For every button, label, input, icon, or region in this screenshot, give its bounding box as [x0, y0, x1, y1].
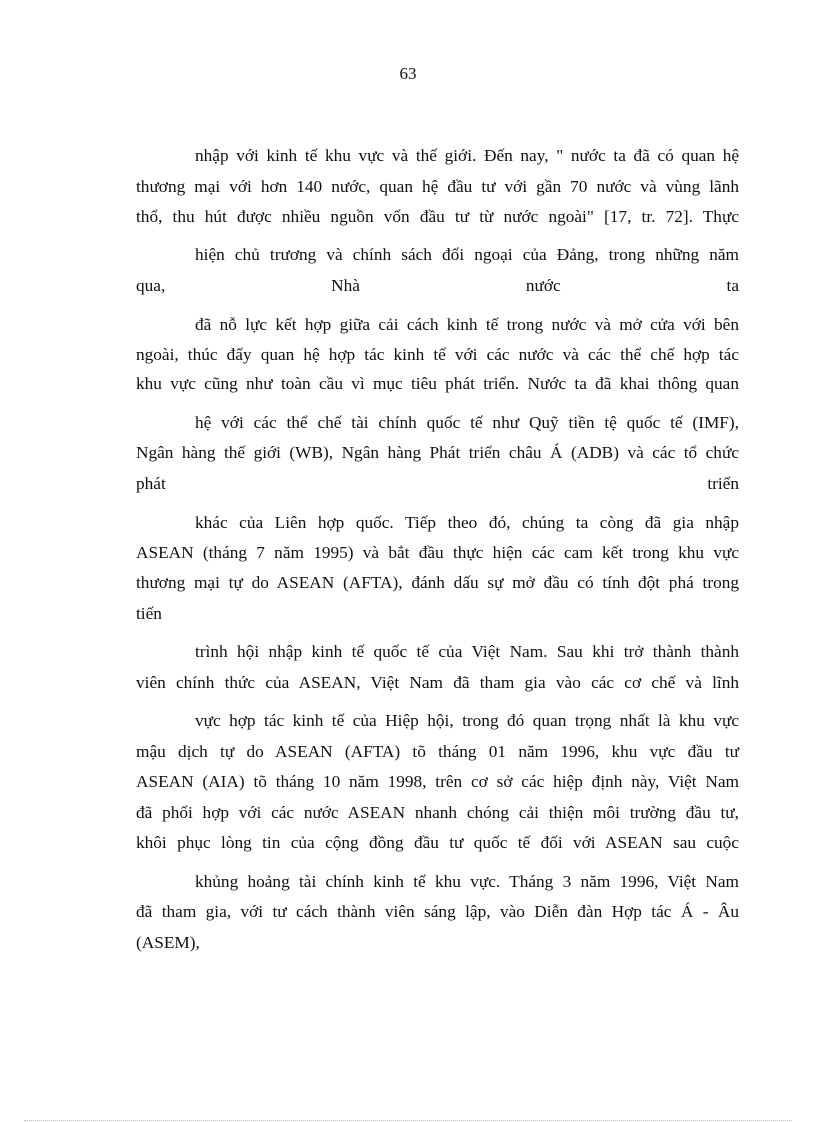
text-line: phát triển	[136, 474, 739, 493]
text-line: đã phối hợp với các nước ASEAN nhanh chóng cải thiện môi trường đầu tư,	[136, 803, 739, 822]
page-bottom-divider	[24, 1120, 792, 1121]
text-line: mậu dịch tự do ASEAN (AFTA) tõ tháng 01 năm 1996, khu vực đầu tư	[136, 742, 739, 761]
text-line: thổ, thu hút được nhiều nguồn vốn đầu tư từ nước ngoài" [17, tr. 72]. Thực	[136, 207, 739, 226]
text-line: nhập với kinh tế khu vực và thế giới. Đến nay, " nước ta đã có quan hệ	[195, 146, 739, 165]
text-line: khu vực cũng như toàn cầu vì mục tiêu phát triển. Nước ta đã khai thông quan	[136, 374, 739, 393]
text-line: qua, Nhà nước ta	[136, 276, 739, 295]
text-line: thương mại với hơn 140 nước, quan hệ đầu tư với gần 70 nước và vùng lãnh	[136, 177, 739, 196]
text-line: thương mại tự do ASEAN (AFTA), đánh dấu sự mở đầu có tính đột phá trong	[136, 573, 739, 592]
text-line: vực hợp tác kinh tế của Hiệp hội, trong đó quan trọng nhất là khu vực	[195, 711, 739, 730]
text-line: khác của Liên hợp quốc. Tiếp theo đó, chúng ta còng đã gia nhập	[195, 513, 739, 532]
text-line: đã tham gia, với tư cách thành viên sáng lập, vào Diễn đàn Hợp tác Á - Âu	[136, 902, 739, 921]
text-line: đã nỗ lực kết hợp giữa cải cách kinh tế trong nước và mở cửa với bên	[195, 315, 739, 334]
text-line: (ASEM),	[136, 933, 200, 952]
text-line: ngoài, thúc đẩy quan hệ hợp tác kinh tế với các nước và các thể chế hợp tác	[136, 345, 739, 364]
text-line: hệ với các thể chế tài chính quốc tế như Quỹ tiền tệ quốc tế (IMF),	[195, 413, 739, 432]
page-number: 63	[399, 64, 417, 83]
text-line: tiến	[136, 604, 162, 623]
text-line: trình hội nhập kinh tế quốc tế của Việt Nam. Sau khi trở thành thành	[195, 642, 739, 661]
text-line: ASEAN (AIA) tõ tháng 10 năm 1998, trên cơ sở các hiệp định này, Việt Nam	[136, 772, 739, 791]
text-line: khủng hoảng tài chính kinh tế khu vực. Tháng 3 năm 1996, Việt Nam	[195, 872, 739, 891]
text-line: hiện chủ trương và chính sách đối ngoại của Đảng, trong những năm	[195, 245, 739, 264]
text-line: Ngân hàng thế giới (WB), Ngân hàng Phát triển châu Á (ADB) và các tổ chức	[136, 443, 739, 462]
text-line: khôi phục lòng tin của cộng đồng đầu tư quốc tế đối với ASEAN sau cuộc	[136, 833, 739, 852]
text-line: ASEAN (tháng 7 năm 1995) và bắt đầu thực hiện các cam kết trong khu vực	[136, 543, 739, 562]
text-line: viên chính thức của ASEAN, Việt Nam đã tham gia vào các cơ chế và lĩnh	[136, 673, 739, 692]
